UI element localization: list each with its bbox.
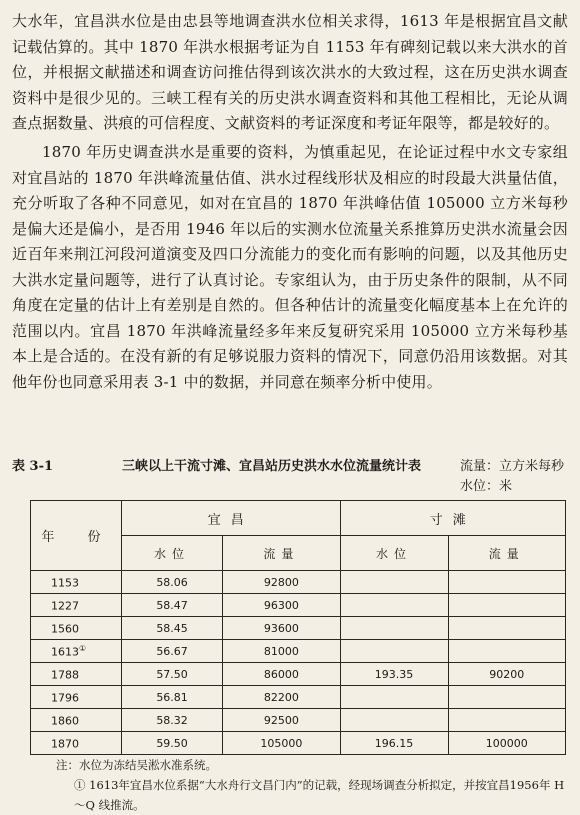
yichang-flow: 96300 <box>223 594 340 617</box>
note-datum: 注：水位为冻结吴淞水准系统。 <box>56 758 217 772</box>
table-row <box>31 663 566 686</box>
yichang-level: 57.50 <box>122 663 223 686</box>
table-row <box>31 594 566 617</box>
yichang-level: 58.32 <box>122 709 223 732</box>
cuntan-flow <box>448 640 566 663</box>
yichang-flow: 92500 <box>223 709 340 732</box>
cuntan-flow: 90200 <box>448 663 566 686</box>
yichang-flow: 82200 <box>223 686 340 709</box>
yichang-level: 58.45 <box>122 617 223 640</box>
cuntan-level: 196.15 <box>340 732 448 755</box>
header-yichang-flow: 流量 <box>223 536 340 571</box>
cuntan-flow <box>448 709 566 732</box>
row-year: 1153 <box>51 576 79 590</box>
yichang-level: 59.50 <box>122 732 223 755</box>
table-notes <box>56 755 568 815</box>
row-year: 1227 <box>51 599 79 613</box>
yichang-flow: 92800 <box>223 571 340 594</box>
yichang-level: 56.81 <box>122 686 223 709</box>
row-year: 1860 <box>51 714 79 728</box>
unit-flow: 流量：立方米每秒 <box>459 459 564 474</box>
cuntan-flow <box>448 571 566 594</box>
header-cuntan-flow: 流量 <box>448 536 566 571</box>
yichang-level: 58.47 <box>122 594 223 617</box>
yichang-flow: 81000 <box>223 640 340 663</box>
row-year: 1796 <box>51 691 79 705</box>
cuntan-level <box>340 594 448 617</box>
table-row <box>31 640 566 663</box>
table-title: 三峡以上干流寸滩、宜昌站历史洪水水位流量统计表 <box>122 459 422 474</box>
header-cuntan: 寸滩 <box>340 501 565 536</box>
cuntan-level <box>340 571 448 594</box>
table-row <box>31 617 566 640</box>
table-label: 表 3-1 <box>12 459 54 474</box>
table-row <box>31 732 566 755</box>
header-year: 年 份 <box>31 501 122 571</box>
row-year: 1788 <box>51 668 79 682</box>
cuntan-flow <box>448 594 566 617</box>
table-row <box>31 686 566 709</box>
note-1613: ① 1613年宜昌水位系据“大水舟行文昌门内”的记载，经现场调查分析拟定，并按宜昌1956年 H～Q 线推流。 <box>74 778 565 812</box>
cuntan-level <box>340 617 448 640</box>
paragraph-1: 大水年，宜昌洪水位是由忠县等地调查洪水位相关求得，1613 年是根据宜昌文献记载估算的。其中 1870 年洪水根据考证为自 1153 年有碑刻记载以来大洪水的首位，并根据文献描述和调查访问推估得到该次洪水的大致过程，这在历史洪水调查资料中是很少见的。三峡工程有关的历史洪水调查资料和其他工程相比，无论从调查点据数量、洪痕的可信程度、文献资料的考证深度和考证年限等，都是较好的。 <box>12 12 568 132</box>
row-year: 1870 <box>51 737 79 751</box>
row-year: 1560 <box>51 622 79 636</box>
table-row <box>31 709 566 732</box>
cuntan-level <box>340 709 448 732</box>
header-yichang-level: 水位 <box>122 536 223 571</box>
paragraph-2: 1870 年历史调查洪水是重要的资料，为慎重起见，在论证过程中水文专家组对宜昌站的 1870 年洪峰流量估值、洪水过程线形状及相应的时段最大洪量估值，充分听取了各种不同意见，如对在宜昌的 1870 年洪峰估值 105000 立方米每秒是偏大还是偏小，是否用 1946 年以后的实测水位流量关系推算历史洪水流量会因近百年来荆江河段河道演变及四口分流能力的变化而有影响的问题，以及其他历史大洪水定量问题等，进行了认真讨论。专家组认为，由于历史条件的限制，从不同角度在定量的估计上有差别是自然的。但各种估计的流量变化幅度基本上在允许的范围以内。宜昌 1870 年洪峰流量经多年来反复研究采用 105000 立方米每秒基本上是合适的。在没有新的有足够说服力资料的情况下，同意仍沿用该数据。对其他年份也同意采用表 3-1 中的数据，并同意在频率分析中使用。 <box>12 143 568 391</box>
cuntan-flow <box>448 686 566 709</box>
yichang-flow: 93600 <box>223 617 340 640</box>
cuntan-level: 193.35 <box>340 663 448 686</box>
row-year: 1613 <box>51 645 79 659</box>
cuntan-level <box>340 640 448 663</box>
row-mark: ① <box>79 643 87 653</box>
yichang-level: 58.06 <box>122 571 223 594</box>
table-units <box>460 457 564 497</box>
cuntan-flow <box>448 617 566 640</box>
header-cuntan-level: 水位 <box>340 536 448 571</box>
yichang-level: 56.67 <box>122 640 223 663</box>
cuntan-level <box>340 686 448 709</box>
unit-level: 水位：米 <box>459 479 512 494</box>
cuntan-flow: 100000 <box>448 732 566 755</box>
header-yichang: 宜昌 <box>122 501 341 536</box>
yichang-flow: 86000 <box>223 663 340 686</box>
table-row <box>31 571 566 594</box>
flood-statistics-table <box>30 500 566 755</box>
yichang-flow: 105000 <box>223 732 340 755</box>
